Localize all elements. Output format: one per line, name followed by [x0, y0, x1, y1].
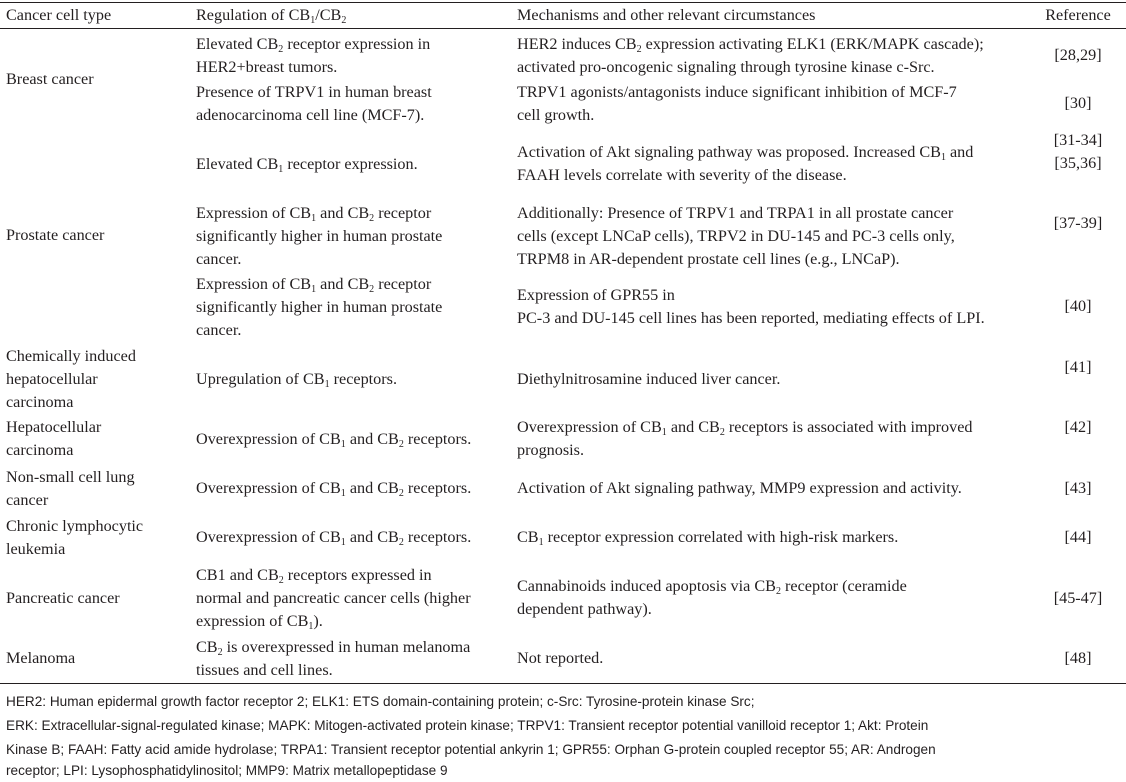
- regulation-cell: $CB_2$ is overexpressed in human melanoma tissues and cell lines.: [196, 638, 471, 679]
- footnote-line: receptor; LPI: Lysophosphatidylinositol; MMP9: Matrix metallopeptidase 9: [6, 763, 448, 778]
- reference-cell: [37-39]: [1053, 214, 1103, 232]
- regulation-cell: Overexpression of $CB_1$ and $CB_2$ receptors.: [196, 479, 472, 499]
- cell-type-hcc-chemical: Chemically induced hepatocellular carcinoma: [6, 347, 136, 411]
- reference-cell: [45-47]: [1053, 589, 1103, 607]
- reference-cell: [43]: [1064, 479, 1092, 497]
- reference-cell: [30]: [1064, 94, 1092, 112]
- regulation-cell: Elevated $CB_1$ receptor expression.: [196, 155, 418, 175]
- header-regulation: Regulation of $CB_1/CB_2$: [196, 6, 347, 26]
- regulation-cell: Upregulation of $CB_1$ receptors.: [196, 370, 398, 390]
- reference-cell: [31-34] [35,36]: [1053, 131, 1103, 172]
- regulation-cell: Expression of $CB_1$ and $CB_2$ receptor significantly higher in human prostate cancer.: [196, 204, 443, 268]
- cell-type-breast: Breast cancer: [6, 70, 94, 88]
- mechanism-cell: HER2 induces $CB_2$ expression activating ELK1 (ERK/MAPK cascade); activated pro-oncogenic signaling through tyrosine kinase c-Src.: [517, 35, 984, 76]
- reference-cell: [41]: [1064, 358, 1092, 376]
- header-cell-type: Cancer cell type: [6, 6, 112, 24]
- cell-type-pancreatic: Pancreatic cancer: [6, 589, 120, 607]
- regulation-cell: Expression of $CB_1$ and $CB_2$ receptor significantly higher in human prostate cancer.: [196, 275, 443, 339]
- header-reference: Reference: [1045, 6, 1111, 24]
- mechanism-cell: Diethylnitrosamine induced liver cancer.: [517, 370, 781, 388]
- mechanism-cell: TRPV1 agonists/antagonists induce significant inhibition of MCF-7 cell growth.: [517, 83, 957, 124]
- reference-cell: [48]: [1064, 649, 1092, 667]
- reference-cell: [28,29]: [1054, 46, 1102, 64]
- reference-cell: [44]: [1064, 528, 1092, 546]
- table-bottom-rule: [0, 683, 1126, 684]
- mechanism-cell: Expression of GPR55 in PC-3 and DU-145 cell lines has been reported, mediating effects of LPI.: [517, 286, 985, 327]
- reference-cell: [42]: [1064, 418, 1092, 436]
- mechanism-cell: Not reported.: [517, 649, 604, 667]
- footnote-line: HER2: Human epidermal growth factor receptor 2; ELK1: ETS domain-containing protein; c-Src: Tyrosine-protein kinase Src;: [6, 694, 755, 709]
- header-mechanisms: Mechanisms and other relevant circumstances: [517, 6, 816, 24]
- footnote-line: ERK: Extracellular-signal-regulated kinase; MAPK: Mitogen-activated protein kinase; TRPV1: Transient receptor potential vanilloid receptor 1; Akt: Protein: [6, 718, 929, 733]
- cell-type-nsclc: Non-small cell lung cancer: [6, 468, 135, 509]
- cell-type-cll: Chronic lymphocytic leukemia: [6, 517, 144, 558]
- table-top-rule: [0, 2, 1126, 3]
- table-header-rule: [0, 28, 1126, 29]
- regulation-cell: Presence of TRPV1 in human breast adenocarcinoma cell line (MCF-7).: [196, 83, 432, 124]
- mechanism-cell: Additionally: Presence of TRPV1 and TRPA1 in all prostate cancer cells (except LNCaP cells), TRPV2 in DU-145 and PC-3 cells only, TRPM8 in AR-dependent prostate cell lines (e.g., LNCaP).: [517, 204, 955, 268]
- regulation-cell: Overexpression of $CB_1$ and $CB_2$ receptors.: [196, 528, 472, 548]
- footnote-line: Kinase B; FAAH: Fatty acid amide hydrolase; TRPA1: Transient receptor potential ankyrin 1; GPR55: Orphan G-protein coupled receptor 55; AR: Androgen: [6, 742, 936, 757]
- mechanism-cell: Overexpression of $CB_1$ and $CB_2$ receptors is associated with improved prognosis.: [517, 418, 973, 459]
- regulation-cell: CB1 and $CB_2$ receptors expressed in normal and pancreatic cancer cells (higher expression of $CB_1$).: [196, 566, 471, 632]
- mechanism-cell: Activation of Akt signaling pathway, MMP9 expression and activity.: [517, 479, 962, 497]
- regulation-cell: Overexpression of $CB_1$ and $CB_2$ receptors.: [196, 430, 472, 450]
- mechanism-cell: Activation of Akt signaling pathway was proposed. Increased $CB_1$ and FAAH levels correlate with severity of the disease.: [517, 143, 974, 184]
- mechanism-cell: $CB_1$ receptor expression correlated with high-risk markers.: [517, 528, 899, 548]
- regulation-cell: Elevated $CB_2$ receptor expression in HER2+breast tumors.: [196, 35, 431, 76]
- mechanism-cell: Cannabinoids induced apoptosis via $CB_2$ receptor (ceramide dependent pathway).: [517, 577, 907, 618]
- cell-type-melanoma: Melanoma: [6, 649, 76, 667]
- cell-type-prostate: Prostate cancer: [6, 226, 105, 244]
- reference-cell: [40]: [1064, 297, 1092, 315]
- cell-type-hcc: Hepatocellular carcinoma: [6, 418, 102, 459]
